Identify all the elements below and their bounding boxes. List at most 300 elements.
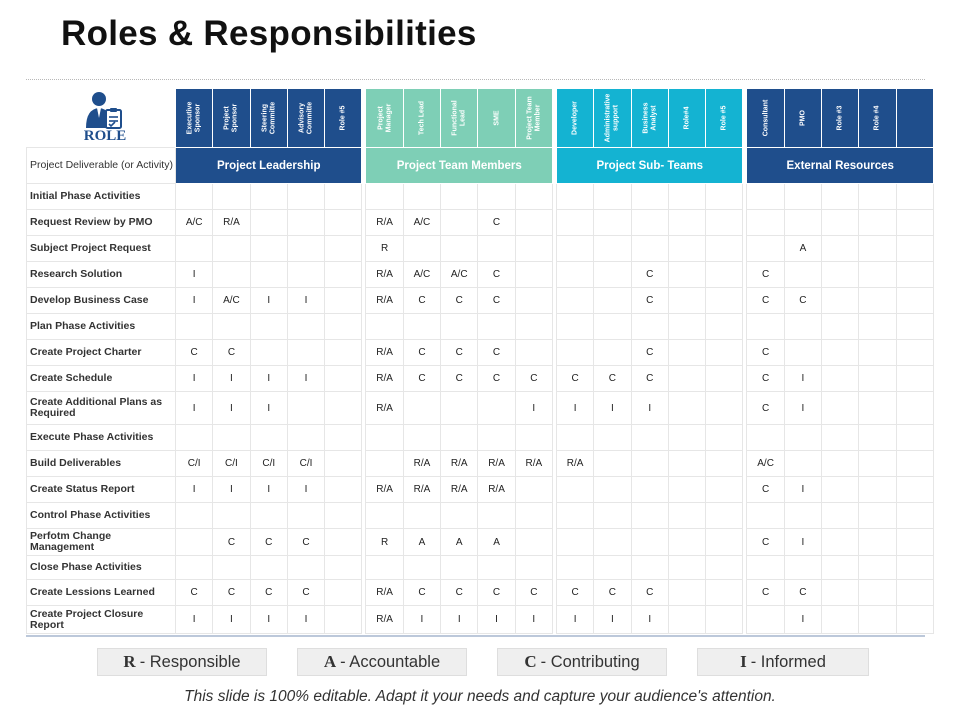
- raci-cell: I: [213, 366, 250, 392]
- raci-cell: [594, 503, 631, 529]
- group-header: Project Sub- Teams: [556, 148, 742, 184]
- raci-cell: C: [213, 529, 250, 556]
- raci-cell: A: [441, 529, 478, 556]
- raci-cell: [441, 556, 478, 580]
- raci-cell: [325, 580, 362, 606]
- raci-cell: R/A: [478, 451, 515, 477]
- raci-cell: [515, 288, 552, 314]
- raci-cell: I: [250, 477, 287, 503]
- raci-cell: [287, 392, 324, 425]
- role-header: [594, 89, 631, 148]
- raci-cell: [859, 425, 896, 451]
- raci-cell: [668, 451, 705, 477]
- raci-cell: [896, 366, 933, 392]
- role-header-label: Executive Sponsor: [186, 101, 202, 135]
- raci-cell: [859, 262, 896, 288]
- raci-cell: [896, 606, 933, 634]
- table-bottom-rule: [26, 635, 925, 637]
- raci-cell: C: [784, 580, 821, 606]
- raci-cell: [250, 210, 287, 236]
- role-header: [556, 89, 593, 148]
- raci-cell: [631, 314, 668, 340]
- raci-cell: C: [747, 262, 784, 288]
- raci-cell: R/A: [478, 477, 515, 503]
- raci-cell: [556, 314, 593, 340]
- raci-cell: C: [213, 340, 250, 366]
- table-row: [27, 288, 934, 314]
- raci-cell: [706, 184, 743, 210]
- raci-cell: [556, 184, 593, 210]
- raci-cell: [250, 425, 287, 451]
- raci-cell: [822, 503, 859, 529]
- raci-cell: C: [287, 580, 324, 606]
- raci-cell: [668, 392, 705, 425]
- raci-cell: [822, 425, 859, 451]
- raci-cell: C: [441, 366, 478, 392]
- raci-cell: [747, 184, 784, 210]
- raci-cell: [859, 210, 896, 236]
- raci-cell: [213, 503, 250, 529]
- raci-cell: [287, 236, 324, 262]
- raci-matrix: [26, 88, 934, 634]
- raci-cell: C: [478, 580, 515, 606]
- legend-text: - Responsible: [139, 652, 241, 671]
- raci-cell: [213, 184, 250, 210]
- role-header-label: Advisory Committe: [298, 101, 314, 135]
- raci-cell: I: [287, 288, 324, 314]
- raci-cell: C: [478, 210, 515, 236]
- raci-cell: C/I: [287, 451, 324, 477]
- raci-cell: [706, 340, 743, 366]
- role-header: [213, 89, 250, 148]
- table-row: [27, 477, 934, 503]
- raci-cell: I: [594, 606, 631, 634]
- role-header: [366, 89, 403, 148]
- raci-cell: I: [176, 477, 213, 503]
- raci-cell: C: [631, 366, 668, 392]
- raci-cell: I: [213, 606, 250, 634]
- role-header-label: Role#4: [683, 106, 691, 130]
- raci-cell: [213, 236, 250, 262]
- raci-cell: [287, 556, 324, 580]
- raci-cell: [896, 556, 933, 580]
- raci-cell: C: [556, 366, 593, 392]
- raci-cell: [668, 503, 705, 529]
- activity-label: Create Project Closure Report: [27, 606, 176, 634]
- raci-cell: [478, 425, 515, 451]
- raci-cell: [441, 236, 478, 262]
- role-header: [478, 89, 515, 148]
- raci-cell: I: [403, 606, 440, 634]
- raci-cell: I: [250, 392, 287, 425]
- raci-cell: [556, 236, 593, 262]
- raci-cell: C: [176, 580, 213, 606]
- raci-cell: [478, 314, 515, 340]
- raci-cell: [213, 262, 250, 288]
- raci-cell: [325, 392, 362, 425]
- group-header: Project Team Members: [366, 148, 552, 184]
- raci-cell: [822, 288, 859, 314]
- raci-cell: [556, 288, 593, 314]
- raci-cell: [594, 451, 631, 477]
- activity-label: Close Phase Activities: [27, 556, 176, 580]
- raci-cell: [556, 262, 593, 288]
- role-header-label: Business Analyst: [642, 102, 657, 134]
- role-header-label: Role #4: [873, 105, 881, 131]
- raci-cell: [859, 288, 896, 314]
- role-header-label: Developer: [571, 101, 579, 135]
- raci-cell: [556, 425, 593, 451]
- raci-cell: R/A: [366, 580, 403, 606]
- raci-cell: I: [176, 392, 213, 425]
- raci-cell: [213, 425, 250, 451]
- raci-cell: A/C: [213, 288, 250, 314]
- raci-cell: [250, 503, 287, 529]
- raci-cell: [515, 425, 552, 451]
- raci-cell: [822, 451, 859, 477]
- table-row: [27, 184, 934, 210]
- raci-cell: [668, 314, 705, 340]
- role-header: [287, 89, 324, 148]
- legend-contributing: [497, 648, 667, 676]
- raci-cell: [366, 314, 403, 340]
- raci-cell: [478, 556, 515, 580]
- raci-cell: R/A: [366, 340, 403, 366]
- raci-cell: [515, 503, 552, 529]
- raci-cell: [556, 477, 593, 503]
- raci-cell: C/I: [250, 451, 287, 477]
- raci-cell: [747, 236, 784, 262]
- raci-cell: [594, 477, 631, 503]
- raci-cell: [896, 184, 933, 210]
- raci-cell: [784, 451, 821, 477]
- raci-cell: [594, 210, 631, 236]
- raci-cell: C: [441, 580, 478, 606]
- raci-cell: [706, 314, 743, 340]
- role-header: [631, 89, 668, 148]
- raci-cell: [403, 392, 440, 425]
- raci-cell: [859, 529, 896, 556]
- raci-cell: [176, 425, 213, 451]
- raci-cell: [594, 184, 631, 210]
- raci-cell: [706, 556, 743, 580]
- table-row: [27, 556, 934, 580]
- role-header: [515, 89, 552, 148]
- raci-cell: [896, 236, 933, 262]
- role-header: [706, 89, 743, 148]
- raci-cell: [325, 529, 362, 556]
- raci-cell: [822, 606, 859, 634]
- legend-key: R: [123, 652, 136, 671]
- raci-cell: [668, 529, 705, 556]
- activity-label: Create Status Report: [27, 477, 176, 503]
- raci-cell: [784, 314, 821, 340]
- raci-cell: [515, 236, 552, 262]
- legend-text: - Accountable: [340, 652, 441, 671]
- raci-cell: [668, 606, 705, 634]
- raci-cell: [668, 184, 705, 210]
- raci-cell: [822, 366, 859, 392]
- raci-cell: [325, 606, 362, 634]
- raci-cell: C: [250, 580, 287, 606]
- raci-cell: [747, 425, 784, 451]
- raci-cell: [784, 503, 821, 529]
- raci-cell: [325, 314, 362, 340]
- role-header: [403, 89, 440, 148]
- raci-cell: [594, 425, 631, 451]
- table-row: [27, 340, 934, 366]
- group-header: Project Leadership: [176, 148, 362, 184]
- raci-cell: R/A: [403, 451, 440, 477]
- raci-cell: C: [176, 340, 213, 366]
- activity-label: Execute Phase Activities: [27, 425, 176, 451]
- raci-cell: [287, 262, 324, 288]
- raci-cell: [859, 366, 896, 392]
- activity-label: Research Solution: [27, 262, 176, 288]
- role-header-label: Role #3: [836, 105, 844, 131]
- raci-cell: I: [213, 392, 250, 425]
- raci-cell: [631, 477, 668, 503]
- raci-cell: [822, 477, 859, 503]
- raci-cell: [896, 262, 933, 288]
- footer-note: This slide is 100% editable. Adapt it your needs and capture your audience's attention.: [184, 688, 776, 705]
- raci-cell: C: [403, 340, 440, 366]
- raci-cell: [706, 392, 743, 425]
- raci-cell: I: [784, 366, 821, 392]
- raci-cell: C: [515, 366, 552, 392]
- raci-cell: I: [250, 366, 287, 392]
- role-header: [822, 89, 859, 148]
- raci-cell: R/A: [366, 392, 403, 425]
- raci-cell: A: [403, 529, 440, 556]
- page-title: Roles & Responsibilities: [61, 14, 477, 53]
- raci-cell: I: [784, 477, 821, 503]
- raci-cell: A/C: [176, 210, 213, 236]
- raci-cell: C: [403, 288, 440, 314]
- raci-cell: [896, 314, 933, 340]
- raci-cell: R/A: [366, 477, 403, 503]
- raci-cell: [784, 210, 821, 236]
- role-header: [784, 89, 821, 148]
- legend-accountable: [297, 648, 467, 676]
- table-row: [27, 606, 934, 634]
- raci-cell: [822, 210, 859, 236]
- raci-cell: [706, 477, 743, 503]
- raci-cell: [896, 425, 933, 451]
- raci-cell: [441, 503, 478, 529]
- raci-cell: [594, 288, 631, 314]
- raci-cell: [515, 184, 552, 210]
- raci-cell: [325, 288, 362, 314]
- raci-cell: C: [213, 580, 250, 606]
- title-divider: [26, 79, 925, 80]
- raci-cell: C: [784, 288, 821, 314]
- raci-cell: [287, 340, 324, 366]
- raci-cell: C: [515, 580, 552, 606]
- raci-cell: C: [403, 366, 440, 392]
- raci-cell: C: [747, 392, 784, 425]
- table-row: [27, 503, 934, 529]
- raci-cell: C: [478, 262, 515, 288]
- role-badge: [60, 90, 150, 148]
- raci-cell: C: [631, 288, 668, 314]
- raci-cell: [896, 451, 933, 477]
- raci-cell: C: [403, 580, 440, 606]
- raci-cell: I: [176, 288, 213, 314]
- raci-cell: C: [747, 477, 784, 503]
- raci-cell: I: [176, 606, 213, 634]
- raci-cell: [668, 556, 705, 580]
- role-header-label: Functional Lead: [451, 100, 467, 136]
- raci-cell: R/A: [213, 210, 250, 236]
- raci-cell: [859, 314, 896, 340]
- role-header-label: Project Team Member: [526, 96, 541, 140]
- raci-cell: C: [747, 288, 784, 314]
- raci-cell: [250, 262, 287, 288]
- raci-cell: [822, 314, 859, 340]
- raci-cell: [325, 184, 362, 210]
- raci-cell: [325, 366, 362, 392]
- table-row: [27, 451, 934, 477]
- raci-cell: [403, 556, 440, 580]
- raci-cell: I: [784, 606, 821, 634]
- raci-cell: [556, 210, 593, 236]
- table-row: [27, 425, 934, 451]
- deliverable-header: Project Deliverable (or Activity): [27, 148, 176, 184]
- raci-cell: [325, 210, 362, 236]
- raci-cell: [706, 529, 743, 556]
- raci-cell: I: [287, 477, 324, 503]
- legend-key: C: [524, 652, 537, 671]
- raci-cell: [441, 392, 478, 425]
- raci-cell: [747, 210, 784, 236]
- raci-cell: [896, 503, 933, 529]
- raci-cell: [478, 236, 515, 262]
- role-header: [176, 89, 213, 148]
- role-header: [250, 89, 287, 148]
- raci-cell: [706, 236, 743, 262]
- raci-cell: I: [556, 606, 593, 634]
- raci-cell: [403, 236, 440, 262]
- raci-cell: [250, 236, 287, 262]
- raci-cell: [706, 451, 743, 477]
- raci-cell: R/A: [556, 451, 593, 477]
- raci-cell: R/A: [366, 210, 403, 236]
- raci-cell: R/A: [441, 477, 478, 503]
- table-row: [27, 314, 934, 340]
- raci-cell: R/A: [366, 288, 403, 314]
- raci-cell: [784, 340, 821, 366]
- raci-cell: [478, 503, 515, 529]
- raci-cell: [325, 262, 362, 288]
- raci-cell: [668, 262, 705, 288]
- raci-cell: [594, 314, 631, 340]
- raci-cell: [631, 236, 668, 262]
- role-header-label: Role #5: [720, 105, 728, 131]
- raci-cell: [822, 262, 859, 288]
- raci-cell: A: [784, 236, 821, 262]
- raci-cell: R/A: [441, 451, 478, 477]
- raci-cell: I: [250, 606, 287, 634]
- raci-cell: [325, 451, 362, 477]
- raci-cell: [515, 314, 552, 340]
- raci-cell: [706, 503, 743, 529]
- raci-cell: [556, 340, 593, 366]
- raci-cell: [859, 184, 896, 210]
- raci-cell: [859, 340, 896, 366]
- role-header-label: Administrative support: [604, 93, 620, 143]
- legend-key: A: [323, 652, 337, 671]
- raci-cell: [515, 556, 552, 580]
- raci-cell: [287, 184, 324, 210]
- raci-cell: [784, 425, 821, 451]
- raci-cell: [859, 580, 896, 606]
- raci-cell: [784, 556, 821, 580]
- raci-cell: C: [250, 529, 287, 556]
- raci-cell: [822, 556, 859, 580]
- raci-cell: [176, 529, 213, 556]
- raci-cell: [515, 340, 552, 366]
- raci-cell: [556, 503, 593, 529]
- role-header-label: Tech Lead: [418, 100, 426, 136]
- raci-cell: I: [176, 262, 213, 288]
- table-row: [27, 262, 934, 288]
- raci-cell: C: [631, 580, 668, 606]
- raci-cell: [822, 392, 859, 425]
- raci-cell: C: [441, 340, 478, 366]
- raci-cell: [325, 556, 362, 580]
- raci-cell: I: [515, 392, 552, 425]
- raci-cell: [515, 477, 552, 503]
- legend-responsible: [97, 648, 267, 676]
- raci-cell: C: [747, 580, 784, 606]
- raci-cell: [366, 184, 403, 210]
- raci-cell: [896, 340, 933, 366]
- raci-cell: R/A: [366, 262, 403, 288]
- raci-cell: I: [784, 529, 821, 556]
- raci-cell: C: [747, 340, 784, 366]
- raci-cell: [287, 314, 324, 340]
- raci-cell: [822, 529, 859, 556]
- raci-cell: [325, 340, 362, 366]
- raci-cell: [594, 262, 631, 288]
- raci-cell: I: [213, 477, 250, 503]
- raci-cell: [668, 477, 705, 503]
- raci-cell: [859, 392, 896, 425]
- raci-cell: [213, 556, 250, 580]
- raci-cell: [366, 425, 403, 451]
- raci-cell: [706, 210, 743, 236]
- activity-label: Perfotm Change Management: [27, 529, 176, 556]
- raci-cell: [515, 529, 552, 556]
- activity-label: Create Project Charter: [27, 340, 176, 366]
- role-header-label: Steering Committe: [261, 101, 276, 135]
- raci-cell: [515, 262, 552, 288]
- raci-cell: [325, 425, 362, 451]
- raci-cell: [366, 503, 403, 529]
- raci-cell: [631, 529, 668, 556]
- activity-label: Build Deliverables: [27, 451, 176, 477]
- raci-cell: I: [556, 392, 593, 425]
- raci-cell: A/C: [747, 451, 784, 477]
- raci-cell: [287, 210, 324, 236]
- raci-cell: [403, 184, 440, 210]
- raci-cell: [441, 425, 478, 451]
- raci-cell: I: [441, 606, 478, 634]
- raci-cell: I: [631, 392, 668, 425]
- raci-cell: [822, 184, 859, 210]
- role-header: [668, 89, 705, 148]
